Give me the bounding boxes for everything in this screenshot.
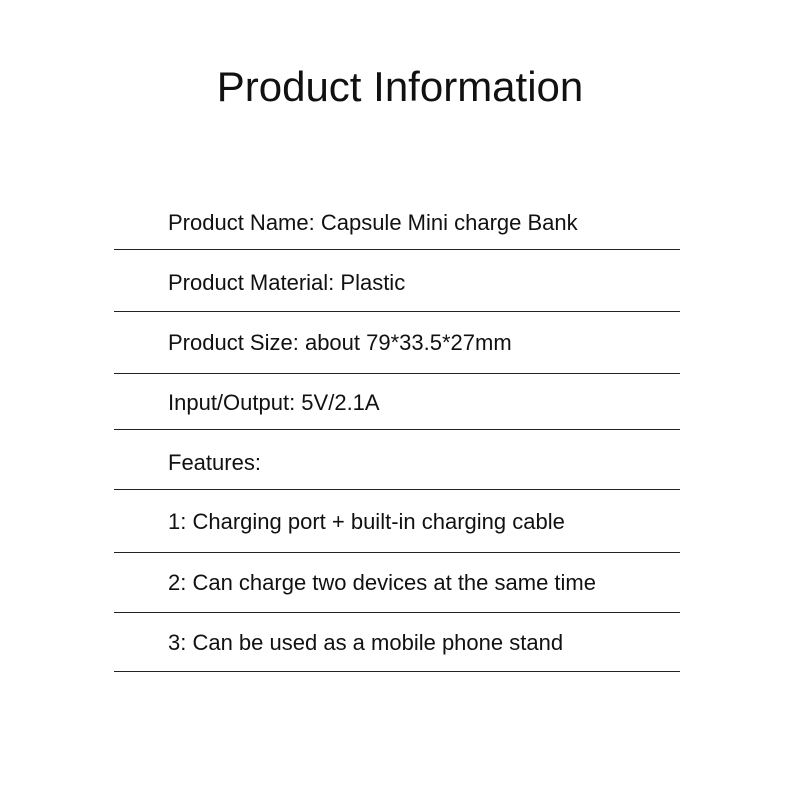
info-row-feature-1 <box>114 490 680 553</box>
info-row-product-name <box>114 193 680 250</box>
info-row-text: 2: Can charge two devices at the same time <box>168 570 596 595</box>
product-info-list <box>114 193 680 672</box>
info-row-text: 1: Charging port + built-in charging cable <box>168 509 565 534</box>
info-row-material <box>114 250 680 312</box>
info-row-features <box>114 430 680 490</box>
info-row-text: 3: Can be used as a mobile phone stand <box>168 630 564 655</box>
info-row-text: Product Name: Capsule Mini charge Bank <box>168 210 578 235</box>
info-row-size <box>114 312 680 374</box>
info-row-input-output <box>114 374 680 430</box>
info-row-feature-2 <box>114 553 680 613</box>
info-row-text: Features: <box>168 450 261 475</box>
info-row-feature-3 <box>114 613 680 672</box>
info-row-text: Input/Output: 5V/2.1A <box>168 390 380 415</box>
info-row-text: Product Material: Plastic <box>168 270 406 295</box>
info-row-text: Product Size: about 79*33.5*27mm <box>168 330 512 355</box>
page-title: Product Information <box>216 63 584 110</box>
